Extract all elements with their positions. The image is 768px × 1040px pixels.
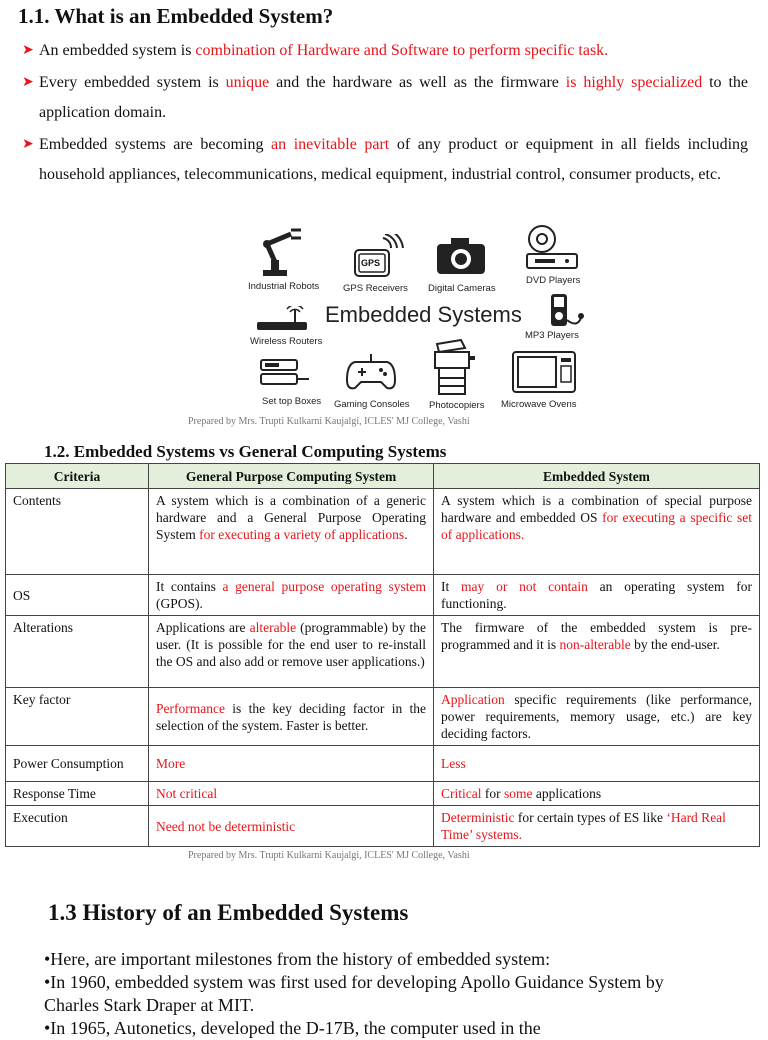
- label-gps-receivers: GPS Receivers: [343, 283, 408, 294]
- section-3-title: 1.3 History of an Embedded Systems: [48, 900, 409, 925]
- bullet-text: [39, 42, 608, 59]
- set-top-box-icon: [259, 358, 313, 388]
- cell-embedded: [434, 489, 760, 575]
- cell-embedded: [434, 688, 760, 746]
- body-text: The firmware of the embedded system is pre-programmed and it is: [441, 620, 752, 652]
- highlight-text: alterable: [249, 620, 297, 635]
- embedded-systems-figure: [245, 222, 590, 414]
- label-industrial-robots: Industrial Robots: [248, 281, 320, 292]
- highlight-text: combination of Hardware and Software to perform specific task.: [195, 42, 609, 59]
- history-line: •In 1960, embedded system was first used for developing Apollo Guidance System by Charles Stark Draper at MIT.: [44, 972, 664, 1015]
- body-text: .: [404, 527, 408, 542]
- header-embedded: Embedded System: [434, 464, 760, 489]
- digital-camera-icon: [435, 236, 487, 276]
- table-row: [6, 616, 760, 688]
- body-text: Applications are: [156, 620, 250, 635]
- body-text: for: [481, 786, 504, 801]
- cell-general-purpose: [149, 489, 434, 575]
- highlight-text: More: [156, 756, 186, 771]
- label-set-top-boxes: Set top Boxes: [262, 396, 322, 407]
- history-line: •Here, are important milestones from the history of embedded system:: [44, 949, 551, 969]
- bullet-item: [18, 130, 748, 190]
- highlight-text: is highly specialized: [565, 74, 703, 91]
- wireless-router-icon: [255, 306, 311, 334]
- body-text: A system which is a combination of special purpose hardware and embedded OS: [441, 493, 752, 525]
- highlight-text: Need not be deterministic: [156, 818, 296, 834]
- table-row: [6, 806, 760, 847]
- body-text: An embedded system is: [39, 42, 196, 59]
- label-gaming-consoles: Gaming Consoles: [334, 399, 410, 410]
- bullet-text: [39, 136, 748, 183]
- label-wireless-routers: Wireless Routers: [250, 336, 323, 347]
- gaming-console-icon: [345, 352, 397, 392]
- comparison-table: [5, 463, 760, 847]
- gps-badge: GPS: [361, 258, 381, 268]
- body-text: is the key deciding factor in the selection of the system. Faster is better.: [156, 700, 426, 733]
- body-text: It contains: [156, 579, 223, 594]
- section-1-bullets: [18, 36, 748, 192]
- cell-general-purpose: [149, 575, 434, 616]
- history-list: [44, 948, 684, 1040]
- history-line: •In 1965, Autonetics, developed the D-17B, the computer used in the: [44, 1018, 541, 1038]
- body-text: It: [441, 579, 462, 594]
- cell-criteria: Power Consumption: [6, 746, 149, 782]
- figure-title: Embedded Systems: [325, 302, 522, 327]
- highlight-text: Not critical: [156, 786, 218, 801]
- cell-general-purpose: [149, 782, 434, 806]
- photocopier-icon: [431, 338, 475, 398]
- highlight-text: some: [504, 786, 533, 801]
- highlight-text: non-alterable: [559, 637, 631, 652]
- cell-criteria: Contents: [6, 489, 149, 575]
- cell-general-purpose: [149, 746, 434, 782]
- label-microwave-ovens: Microwave Ovens: [501, 399, 577, 410]
- footer-credit-2: Prepared by Mrs. Trupti Kulkarni Kaujalgi, ICLES' MJ College, Vashi: [188, 850, 470, 861]
- bullet-item: [18, 68, 748, 128]
- highlight-text: Performance: [156, 700, 225, 716]
- cell-criteria: OS: [6, 575, 149, 616]
- table-row: [6, 489, 760, 575]
- table-row: [6, 782, 760, 806]
- cell-embedded: [434, 616, 760, 688]
- highlight-text: may or not contain: [461, 579, 588, 594]
- section-2-title: 1.2. Embedded Systems vs General Computing Systems: [44, 442, 447, 461]
- body-text: applications: [532, 786, 602, 801]
- mp3-player-icon: [547, 292, 589, 332]
- body-text: by the end-user.: [630, 637, 720, 652]
- header-general-purpose: General Purpose Computing System: [149, 464, 434, 489]
- body-text: Embedded systems are becoming: [39, 136, 272, 153]
- section-1-title: 1.1. What is an Embedded System?: [18, 4, 334, 28]
- cell-criteria: Response Time: [6, 782, 149, 806]
- label-digital-cameras: Digital Cameras: [428, 283, 496, 294]
- highlight-text: ‘Hard Real Time’ systems.: [441, 810, 726, 842]
- body-text: (GPOS).: [156, 596, 203, 611]
- cell-criteria: Execution: [6, 806, 149, 847]
- body-text: for certain types of ES like: [514, 810, 667, 825]
- industrial-robot-icon: [257, 226, 305, 278]
- table-row: [6, 746, 760, 782]
- gps-receiver-icon: [353, 234, 409, 280]
- body-text: an operating system for functioning.: [441, 579, 753, 611]
- label-dvd-players: DVD Players: [526, 275, 581, 286]
- highlight-text: unique: [225, 74, 270, 91]
- highlight-text: Application: [441, 692, 505, 707]
- body-text: to the application domain.: [39, 74, 748, 121]
- bullet-item: [18, 36, 748, 66]
- table-row: [6, 575, 760, 616]
- body-text: Every embedded system is: [39, 74, 226, 91]
- body-text: specific requirements (like performance, power requirements, memory usage, etc.) are key deciding factors.: [441, 692, 752, 741]
- cell-embedded: [434, 782, 760, 806]
- highlight-text: a general purpose operating system: [222, 579, 426, 594]
- cell-general-purpose: [149, 616, 434, 688]
- cell-embedded: [434, 575, 760, 616]
- dvd-player-icon: [525, 224, 579, 272]
- cell-embedded: [434, 806, 760, 847]
- highlight-text: for executing a specific set of applications.: [441, 510, 752, 542]
- body-text: of any product or equipment in all fields including household appliances, telecommunications, medical equipment, industrial control, consumer products, etc.: [39, 136, 749, 183]
- footer-credit: Prepared by Mrs. Trupti Kulkarni Kaujalgi, ICLES' MJ College, Vashi: [188, 416, 470, 427]
- highlight-text: for executing a variety of applications: [199, 527, 405, 542]
- arrow-bullet-icon: ➤: [22, 137, 34, 152]
- highlight-text: Deterministic: [441, 810, 515, 825]
- highlight-text: Critical: [441, 786, 482, 801]
- highlight-text: Less: [441, 756, 466, 771]
- label-mp3-players: MP3 Players: [525, 330, 579, 341]
- cell-general-purpose: [149, 688, 434, 746]
- label-photocopiers: Photocopiers: [429, 400, 485, 411]
- cell-general-purpose: [149, 806, 434, 847]
- table-header-row: [6, 464, 760, 489]
- cell-embedded: [434, 746, 760, 782]
- microwave-oven-icon: [511, 350, 577, 396]
- table-row: [6, 688, 760, 746]
- body-text: A system which is a combination of a generic hardware and a General Purpose Operating System: [156, 493, 426, 542]
- bullet-text: [39, 74, 748, 121]
- body-text: (programmable) by the user. (It is possible for the end user to re-install the OS and also add or remove user applications.): [156, 620, 426, 669]
- cell-criteria: Key factor: [6, 688, 149, 746]
- arrow-bullet-icon: ➤: [22, 75, 34, 90]
- highlight-text: an inevitable part: [271, 136, 390, 153]
- header-criteria: Criteria: [6, 464, 149, 489]
- body-text: and the hardware as well as the firmware: [269, 74, 566, 91]
- arrow-bullet-icon: ➤: [22, 43, 34, 58]
- cell-criteria: Alterations: [6, 616, 149, 688]
